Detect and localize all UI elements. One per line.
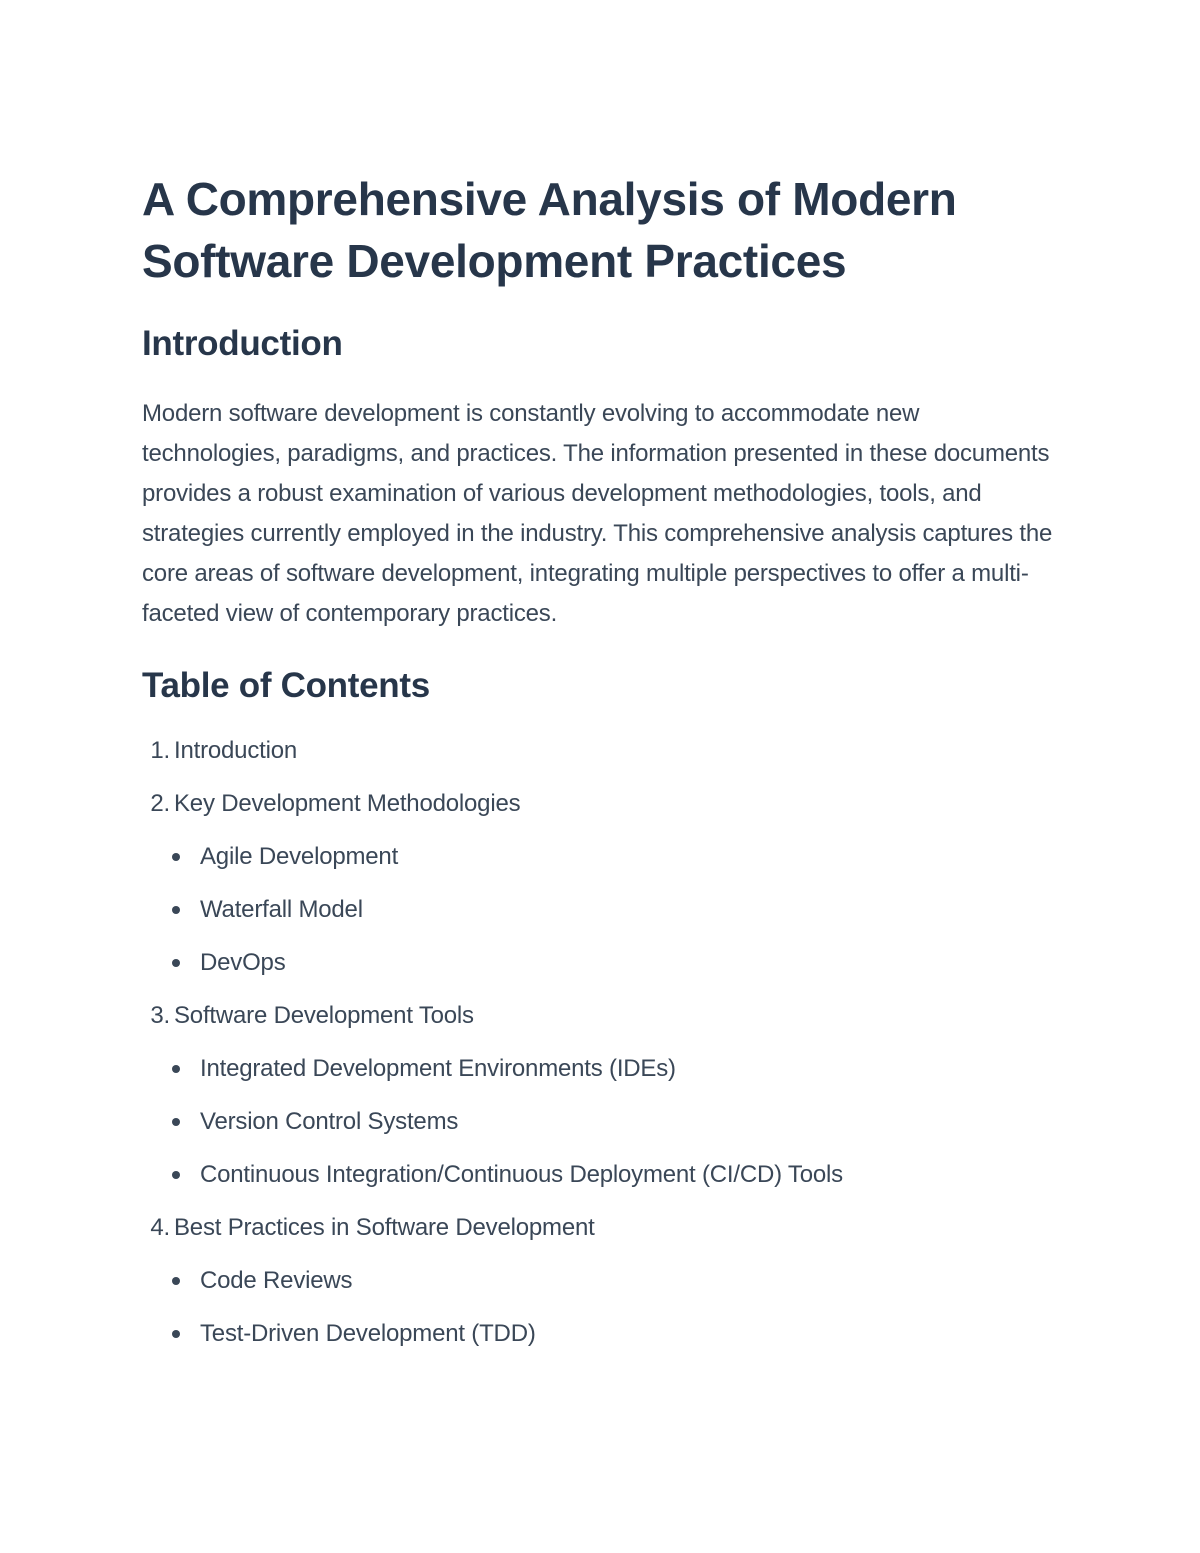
toc-subitem-label: Agile Development: [200, 843, 399, 870]
toc-subitem-tdd: [142, 1307, 1062, 1360]
document-title: [142, 168, 1062, 292]
toc-item-label: Introduction: [174, 737, 298, 764]
toc-item-number: 3.: [150, 1002, 170, 1029]
toc-item-number: 4.: [150, 1214, 170, 1241]
toc-item-number: 1.: [150, 737, 170, 764]
toc-item-key-development-methodologies: [142, 777, 1062, 830]
toc-subitem-ci-cd: [142, 1148, 1062, 1201]
bullet-icon: [172, 1118, 180, 1126]
toc-subitem-agile: [142, 830, 1062, 883]
toc-subitem-version-control: [142, 1095, 1062, 1148]
toc-sublist-best-practices: [142, 1254, 1062, 1360]
bullet-icon: [172, 959, 180, 967]
toc-subitem-label: Test-Driven Development (TDD): [200, 1320, 536, 1347]
toc-item-best-practices: [142, 1201, 1062, 1254]
toc-subitem-code-reviews: [142, 1254, 1062, 1307]
toc-subitem-waterfall: [142, 883, 1062, 936]
toc-item-label: Best Practices in Software Development: [174, 1214, 595, 1241]
toc-item-introduction: [142, 724, 1062, 777]
bullet-icon: [172, 1277, 180, 1285]
bullet-icon: [172, 1065, 180, 1073]
bullet-icon: [172, 853, 180, 861]
toc-subitem-ides: [142, 1042, 1062, 1095]
introduction-paragraph: Modern software development is constantly evolving to accommodate new technologies, paradigms, and practices. The information presented in these documents provides a robust examination of various development methodologies, tools, and strategies currently employed in the industry. This comprehensive analysis captures the core areas of software development, integrating multiple perspectives to offer a multi-faceted view of contemporary practices.: [142, 400, 1053, 627]
toc-item-number: 2.: [150, 790, 170, 817]
toc-sublist-methodologies: [142, 830, 1062, 989]
toc-item-label: Key Development Methodologies: [174, 790, 521, 817]
toc-item-label: Software Development Tools: [174, 1002, 474, 1029]
document-page: [142, 168, 1062, 1360]
table-of-contents: [142, 724, 1062, 1360]
toc-subitem-label: Continuous Integration/Continuous Deployment (CI/CD) Tools: [200, 1161, 843, 1188]
toc-item-software-development-tools: [142, 989, 1062, 1042]
bullet-icon: [172, 906, 180, 914]
toc-subitem-devops: [142, 936, 1062, 989]
document-title-line-2: Software Development Practices: [142, 235, 847, 287]
toc-subitem-label: Code Reviews: [200, 1267, 353, 1294]
document-title-line-1: A Comprehensive Analysis of Modern: [142, 173, 957, 225]
toc-subitem-label: Integrated Development Environments (IDEs): [200, 1055, 676, 1082]
toc-sublist-tools: [142, 1042, 1062, 1201]
toc-subitem-label: DevOps: [200, 949, 286, 976]
toc-subitem-label: Version Control Systems: [200, 1108, 459, 1135]
bullet-icon: [172, 1171, 180, 1179]
introduction-heading: Introduction: [142, 324, 343, 363]
bullet-icon: [172, 1330, 180, 1338]
table-of-contents-heading: Table of Contents: [142, 666, 430, 705]
toc-subitem-label: Waterfall Model: [200, 896, 363, 923]
